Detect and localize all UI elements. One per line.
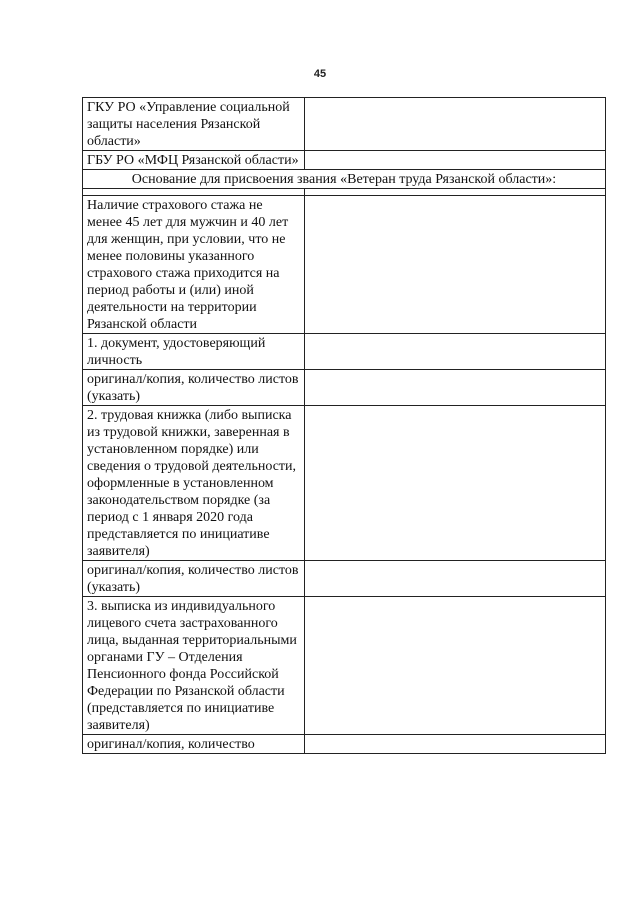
table-row (83, 98, 606, 151)
table-row (83, 735, 606, 754)
table-row (83, 597, 606, 735)
table-row (83, 334, 606, 370)
item-value-original-copy-1[interactable] (305, 370, 606, 406)
item-value-account-extract[interactable] (305, 597, 606, 735)
item-label-original-copy-3: оригинал/копия, количество (83, 735, 305, 754)
item-label-insurance-stage: Наличие страхового стажа не менее 45 лет для мужчин и 40 лет для женщин, при условии, что не менее половины указанного страхового стажа приходится на период работы и (или) иной деятельности на территории Рязанской области (83, 196, 305, 334)
item-value-identity-document[interactable] (305, 334, 606, 370)
item-label-account-extract: 3. выписка из индивидуального лицевого счета застрахованного лица, выданная территориальными органами ГУ – Отделения Пенсионного фонда Российской Федерации по Рязанской области (представляется по инициативе заявителя) (83, 597, 305, 735)
page-number: 45 (313, 68, 327, 80)
spacer-row (83, 189, 606, 196)
item-value-insurance-stage[interactable] (305, 196, 606, 334)
row-label-uszn: ГКУ РО «Управление социальной защиты населения Рязанской области» (83, 98, 305, 151)
item-value-original-copy-2[interactable] (305, 561, 606, 597)
spacer-cell (83, 189, 305, 196)
table-row (83, 561, 606, 597)
item-label-original-copy-2: оригинал/копия, количество листов (указать) (83, 561, 305, 597)
item-value-work-book[interactable] (305, 406, 606, 561)
row-value-uszn[interactable] (305, 98, 606, 151)
table-row (83, 370, 606, 406)
table-row (83, 196, 606, 334)
section-heading: Основание для присвоения звания «Ветеран труда Рязанской области»: (83, 170, 606, 189)
item-label-work-book: 2. трудовая книжка (либо выписка из трудовой книжки, заверенная в установленном порядке) или сведения о трудовой деятельности, оформленные в установленном законодательством порядке (за период с 1 января 2020 года представляется по инициативе заявителя) (83, 406, 305, 561)
item-label-identity-document: 1. документ, удостоверяющий личность (83, 334, 305, 370)
item-value-original-copy-3[interactable] (305, 735, 606, 754)
section-heading-row (83, 170, 606, 189)
row-label-mfc: ГБУ РО «МФЦ Рязанской области» (83, 151, 305, 170)
row-value-mfc[interactable] (305, 151, 606, 170)
application-form-table (82, 97, 606, 754)
item-label-original-copy-1: оригинал/копия, количество листов (указать) (83, 370, 305, 406)
table-row (83, 406, 606, 561)
spacer-cell (305, 189, 606, 196)
table-row (83, 151, 606, 170)
